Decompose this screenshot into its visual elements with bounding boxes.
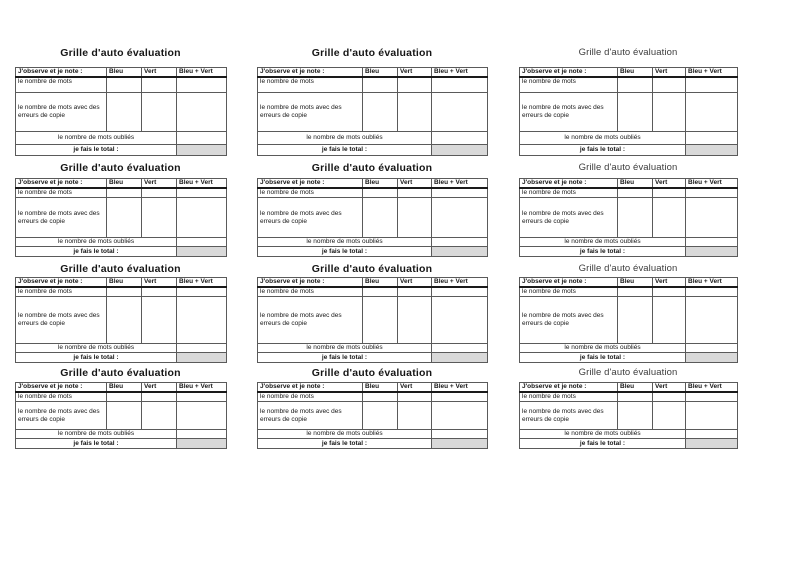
grid-title: Grille d'auto évaluation — [578, 263, 678, 274]
row-label-total: je fais le total : — [258, 439, 432, 449]
evaluation-grid-block — [257, 366, 487, 449]
total-result-cell — [432, 247, 488, 257]
evaluation-grid-block — [519, 161, 737, 257]
grid-title: Grille d'auto évaluation — [311, 263, 433, 275]
header-row — [520, 68, 738, 78]
score-cell-bleu-vert — [177, 188, 227, 198]
header-row — [258, 68, 488, 78]
row-label-nombre-de-mots: le nombre de mots — [16, 392, 107, 402]
score-cell-bleu — [363, 77, 398, 92]
evaluation-table — [519, 178, 738, 257]
row-erreurs-de-copie — [16, 402, 227, 430]
score-cell-vert — [653, 188, 686, 198]
header-bleu: Bleu — [107, 383, 142, 393]
row-nombre-de-mots — [258, 287, 488, 297]
score-cell-vert — [142, 198, 177, 238]
score-cell-bleu — [107, 287, 142, 297]
header-row — [16, 68, 227, 78]
row-label-erreurs-de-copie: le nombre de mots avec des erreurs de copie — [520, 198, 618, 238]
header-bleu-plus-vert: Bleu + Vert — [177, 68, 227, 78]
row-label-total: je fais le total : — [520, 353, 686, 363]
score-cell-vert — [398, 297, 432, 344]
row-label-mots-oublies: le nombre de mots oubliés — [520, 430, 686, 439]
header-observe-note: J'observe et je note : — [16, 179, 107, 189]
header-observe-note: J'observe et je note : — [520, 179, 618, 189]
header-vert: Vert — [653, 179, 686, 189]
header-bleu: Bleu — [107, 68, 142, 78]
evaluation-grid-block — [257, 161, 487, 257]
row-total — [258, 247, 488, 257]
evaluation-grid-block — [15, 161, 226, 257]
grid-title: Grille d'auto évaluation — [60, 47, 181, 59]
row-erreurs-de-copie — [520, 297, 738, 344]
row-label-erreurs-de-copie: le nombre de mots avec des erreurs de copie — [16, 198, 107, 238]
evaluation-grid-block — [519, 262, 737, 363]
header-observe-note: J'observe et je note : — [258, 383, 363, 393]
header-row — [520, 179, 738, 189]
score-cell-bleu — [107, 77, 142, 92]
header-bleu-plus-vert: Bleu + Vert — [432, 278, 488, 288]
score-cell-bleu-vert — [177, 287, 227, 297]
score-cell-bleu — [107, 92, 142, 131]
header-observe-note: J'observe et je note : — [16, 68, 107, 78]
row-mots-oublies — [520, 430, 738, 439]
row-label-erreurs-de-copie: le nombre de mots avec des erreurs de copie — [16, 297, 107, 344]
score-cell-bleu-vert — [432, 198, 488, 238]
row-label-nombre-de-mots: le nombre de mots — [16, 188, 107, 198]
score-cell-bleu — [107, 392, 142, 402]
row-label-nombre-de-mots: le nombre de mots — [520, 287, 618, 297]
score-cell-bleu-vert — [686, 77, 738, 92]
total-result-cell — [177, 439, 227, 449]
header-bleu-plus-vert: Bleu + Vert — [432, 68, 488, 78]
header-vert: Vert — [398, 278, 432, 288]
evaluation-table — [257, 67, 488, 156]
row-label-nombre-de-mots: le nombre de mots — [258, 287, 363, 297]
score-cell-oublies — [177, 344, 227, 353]
header-observe-note: J'observe et je note : — [258, 278, 363, 288]
score-cell-bleu-vert — [432, 402, 488, 430]
row-total — [520, 247, 738, 257]
score-cell-bleu — [618, 297, 653, 344]
score-cell-bleu-vert — [177, 198, 227, 238]
score-cell-vert — [653, 92, 686, 131]
header-bleu: Bleu — [363, 383, 398, 393]
score-cell-bleu-vert — [432, 297, 488, 344]
header-bleu-plus-vert: Bleu + Vert — [686, 179, 738, 189]
evaluation-table — [519, 382, 738, 449]
score-cell-bleu-vert — [432, 188, 488, 198]
row-mots-oublies — [16, 238, 227, 247]
header-vert: Vert — [398, 383, 432, 393]
score-cell-bleu — [618, 402, 653, 430]
row-mots-oublies — [520, 238, 738, 247]
score-cell-vert — [142, 392, 177, 402]
score-cell-bleu-vert — [686, 188, 738, 198]
row-total — [258, 439, 488, 449]
score-cell-bleu-vert — [177, 92, 227, 131]
score-cell-vert — [398, 402, 432, 430]
row-mots-oublies — [258, 131, 488, 144]
grid-title: Grille d'auto évaluation — [311, 47, 433, 59]
row-total — [16, 247, 227, 257]
row-label-erreurs-de-copie: le nombre de mots avec des erreurs de copie — [258, 402, 363, 430]
row-total — [258, 353, 488, 363]
evaluation-grid-block — [257, 262, 487, 363]
header-vert: Vert — [653, 68, 686, 78]
score-cell-vert — [653, 198, 686, 238]
row-erreurs-de-copie — [520, 402, 738, 430]
grid-title: Grille d'auto évaluation — [578, 367, 678, 378]
score-cell-vert — [398, 188, 432, 198]
score-cell-oublies — [432, 430, 488, 439]
evaluation-grid-block — [519, 46, 737, 156]
row-erreurs-de-copie — [16, 92, 227, 131]
evaluation-grid-block — [15, 46, 226, 156]
row-label-mots-oublies: le nombre de mots oubliés — [258, 238, 432, 247]
header-observe-note: J'observe et je note : — [258, 179, 363, 189]
row-label-erreurs-de-copie: le nombre de mots avec des erreurs de copie — [16, 92, 107, 131]
row-mots-oublies — [258, 430, 488, 439]
score-cell-vert — [653, 392, 686, 402]
header-bleu-plus-vert: Bleu + Vert — [177, 278, 227, 288]
evaluation-table — [15, 67, 227, 156]
header-bleu-plus-vert: Bleu + Vert — [177, 383, 227, 393]
header-observe-note: J'observe et je note : — [520, 278, 618, 288]
evaluation-table — [519, 277, 738, 363]
score-cell-bleu-vert — [432, 392, 488, 402]
score-cell-vert — [653, 297, 686, 344]
header-bleu-plus-vert: Bleu + Vert — [686, 68, 738, 78]
row-label-total: je fais le total : — [258, 144, 432, 155]
header-bleu: Bleu — [107, 278, 142, 288]
score-cell-oublies — [686, 430, 738, 439]
row-total — [520, 353, 738, 363]
header-bleu-plus-vert: Bleu + Vert — [177, 179, 227, 189]
header-row — [520, 278, 738, 288]
row-erreurs-de-copie — [16, 297, 227, 344]
header-vert: Vert — [142, 383, 177, 393]
evaluation-table — [257, 382, 488, 449]
score-cell-vert — [142, 287, 177, 297]
row-total — [16, 144, 227, 155]
header-row — [16, 278, 227, 288]
header-vert: Vert — [398, 179, 432, 189]
header-row — [258, 179, 488, 189]
score-cell-bleu-vert — [686, 92, 738, 131]
row-mots-oublies — [16, 131, 227, 144]
row-nombre-de-mots — [520, 188, 738, 198]
score-cell-bleu — [363, 188, 398, 198]
row-label-total: je fais le total : — [16, 247, 177, 257]
row-mots-oublies — [16, 344, 227, 353]
row-label-mots-oublies: le nombre de mots oubliés — [258, 430, 432, 439]
score-cell-bleu — [618, 92, 653, 131]
total-result-cell — [686, 353, 738, 363]
evaluation-grid-block — [257, 46, 487, 156]
score-cell-vert — [653, 287, 686, 297]
row-total — [520, 439, 738, 449]
grid-title: Grille d'auto évaluation — [311, 162, 433, 174]
row-nombre-de-mots — [520, 392, 738, 402]
row-mots-oublies — [258, 238, 488, 247]
score-cell-vert — [653, 77, 686, 92]
total-result-cell — [177, 247, 227, 257]
total-result-cell — [177, 144, 227, 155]
score-cell-bleu — [363, 297, 398, 344]
row-label-erreurs-de-copie: le nombre de mots avec des erreurs de copie — [258, 198, 363, 238]
score-cell-vert — [142, 188, 177, 198]
score-cell-bleu — [107, 402, 142, 430]
total-result-cell — [432, 439, 488, 449]
header-vert: Vert — [653, 278, 686, 288]
total-result-cell — [686, 144, 738, 155]
score-cell-vert — [653, 402, 686, 430]
score-cell-bleu — [363, 392, 398, 402]
header-row — [16, 383, 227, 393]
row-label-mots-oublies: le nombre de mots oubliés — [258, 344, 432, 353]
header-bleu: Bleu — [363, 179, 398, 189]
score-cell-vert — [398, 198, 432, 238]
header-bleu: Bleu — [363, 278, 398, 288]
score-cell-bleu-vert — [432, 92, 488, 131]
row-label-nombre-de-mots: le nombre de mots — [520, 188, 618, 198]
row-label-nombre-de-mots: le nombre de mots — [520, 77, 618, 92]
row-erreurs-de-copie — [16, 198, 227, 238]
score-cell-bleu — [107, 297, 142, 344]
row-total — [16, 353, 227, 363]
row-label-erreurs-de-copie: le nombre de mots avec des erreurs de copie — [520, 402, 618, 430]
grid-title: Grille d'auto évaluation — [578, 47, 678, 58]
row-label-erreurs-de-copie: le nombre de mots avec des erreurs de copie — [258, 92, 363, 131]
evaluation-grid-block — [15, 366, 226, 449]
evaluation-table — [257, 277, 488, 363]
row-label-erreurs-de-copie: le nombre de mots avec des erreurs de copie — [520, 297, 618, 344]
row-nombre-de-mots — [520, 287, 738, 297]
row-label-mots-oublies: le nombre de mots oubliés — [258, 131, 432, 144]
total-result-cell — [686, 247, 738, 257]
total-result-cell — [432, 144, 488, 155]
score-cell-bleu-vert — [177, 392, 227, 402]
total-result-cell — [432, 353, 488, 363]
score-cell-bleu-vert — [686, 297, 738, 344]
row-label-erreurs-de-copie: le nombre de mots avec des erreurs de copie — [520, 92, 618, 131]
row-label-total: je fais le total : — [16, 439, 177, 449]
score-cell-oublies — [686, 238, 738, 247]
header-bleu-plus-vert: Bleu + Vert — [432, 179, 488, 189]
header-row — [16, 179, 227, 189]
row-erreurs-de-copie — [258, 92, 488, 131]
row-nombre-de-mots — [258, 77, 488, 92]
grid-title: Grille d'auto évaluation — [60, 367, 181, 379]
header-vert: Vert — [142, 278, 177, 288]
row-nombre-de-mots — [258, 392, 488, 402]
header-row — [258, 383, 488, 393]
score-cell-oublies — [686, 344, 738, 353]
total-result-cell — [686, 439, 738, 449]
row-label-total: je fais le total : — [16, 353, 177, 363]
grid-title: Grille d'auto évaluation — [311, 367, 433, 379]
header-bleu-plus-vert: Bleu + Vert — [686, 383, 738, 393]
evaluation-table — [15, 382, 227, 449]
score-cell-oublies — [177, 238, 227, 247]
header-bleu: Bleu — [618, 179, 653, 189]
header-bleu: Bleu — [363, 68, 398, 78]
score-cell-bleu-vert — [177, 77, 227, 92]
score-cell-bleu-vert — [686, 198, 738, 238]
score-cell-bleu — [618, 287, 653, 297]
row-nombre-de-mots — [16, 188, 227, 198]
score-cell-bleu-vert — [177, 402, 227, 430]
score-cell-vert — [142, 402, 177, 430]
header-bleu: Bleu — [618, 383, 653, 393]
score-cell-bleu-vert — [686, 402, 738, 430]
evaluation-grid-block — [15, 262, 226, 363]
row-label-total: je fais le total : — [258, 247, 432, 257]
header-bleu-plus-vert: Bleu + Vert — [686, 278, 738, 288]
row-mots-oublies — [520, 131, 738, 144]
row-label-nombre-de-mots: le nombre de mots — [520, 392, 618, 402]
row-erreurs-de-copie — [520, 198, 738, 238]
header-observe-note: J'observe et je note : — [520, 68, 618, 78]
row-label-mots-oublies: le nombre de mots oubliés — [16, 344, 177, 353]
row-label-nombre-de-mots: le nombre de mots — [258, 188, 363, 198]
score-cell-bleu — [618, 392, 653, 402]
row-nombre-de-mots — [16, 287, 227, 297]
row-label-nombre-de-mots: le nombre de mots — [16, 77, 107, 92]
evaluation-grid-block — [519, 366, 737, 449]
header-bleu: Bleu — [107, 179, 142, 189]
header-vert: Vert — [398, 68, 432, 78]
grid-title: Grille d'auto évaluation — [60, 162, 181, 174]
row-label-mots-oublies: le nombre de mots oubliés — [520, 131, 686, 144]
evaluation-table — [519, 67, 738, 156]
score-cell-vert — [142, 92, 177, 131]
header-observe-note: J'observe et je note : — [16, 278, 107, 288]
row-erreurs-de-copie — [258, 297, 488, 344]
score-cell-bleu — [618, 198, 653, 238]
row-label-mots-oublies: le nombre de mots oubliés — [520, 344, 686, 353]
score-cell-oublies — [686, 131, 738, 144]
score-cell-bleu-vert — [432, 287, 488, 297]
score-cell-oublies — [177, 131, 227, 144]
score-cell-bleu — [107, 198, 142, 238]
row-label-nombre-de-mots: le nombre de mots — [258, 77, 363, 92]
row-label-total: je fais le total : — [258, 353, 432, 363]
header-vert: Vert — [142, 68, 177, 78]
row-label-mots-oublies: le nombre de mots oubliés — [16, 430, 177, 439]
score-cell-bleu — [107, 188, 142, 198]
score-cell-vert — [398, 92, 432, 131]
header-bleu: Bleu — [618, 278, 653, 288]
score-cell-vert — [398, 287, 432, 297]
score-cell-oublies — [177, 430, 227, 439]
grid-title: Grille d'auto évaluation — [578, 162, 678, 173]
row-label-total: je fais le total : — [520, 144, 686, 155]
evaluation-table — [257, 178, 488, 257]
row-label-total: je fais le total : — [16, 144, 177, 155]
score-cell-bleu-vert — [177, 297, 227, 344]
score-cell-oublies — [432, 131, 488, 144]
score-cell-oublies — [432, 344, 488, 353]
score-cell-oublies — [432, 238, 488, 247]
row-mots-oublies — [520, 344, 738, 353]
header-bleu: Bleu — [618, 68, 653, 78]
row-label-erreurs-de-copie: le nombre de mots avec des erreurs de copie — [258, 297, 363, 344]
header-observe-note: J'observe et je note : — [520, 383, 618, 393]
score-cell-bleu-vert — [686, 392, 738, 402]
row-label-erreurs-de-copie: le nombre de mots avec des erreurs de copie — [16, 402, 107, 430]
score-cell-bleu — [363, 402, 398, 430]
row-label-mots-oublies: le nombre de mots oubliés — [16, 131, 177, 144]
row-label-total: je fais le total : — [520, 439, 686, 449]
row-label-nombre-de-mots: le nombre de mots — [258, 392, 363, 402]
row-nombre-de-mots — [16, 392, 227, 402]
row-label-mots-oublies: le nombre de mots oubliés — [520, 238, 686, 247]
row-mots-oublies — [258, 344, 488, 353]
row-erreurs-de-copie — [258, 198, 488, 238]
header-vert: Vert — [653, 383, 686, 393]
score-cell-vert — [398, 392, 432, 402]
evaluation-table — [15, 277, 227, 363]
row-total — [16, 439, 227, 449]
row-total — [258, 144, 488, 155]
row-label-total: je fais le total : — [520, 247, 686, 257]
header-row — [258, 278, 488, 288]
score-cell-vert — [398, 77, 432, 92]
grid-title: Grille d'auto évaluation — [60, 263, 181, 275]
row-nombre-de-mots — [16, 77, 227, 92]
score-cell-bleu — [363, 287, 398, 297]
total-result-cell — [177, 353, 227, 363]
score-cell-bleu-vert — [432, 77, 488, 92]
row-label-nombre-de-mots: le nombre de mots — [16, 287, 107, 297]
row-nombre-de-mots — [520, 77, 738, 92]
row-total — [520, 144, 738, 155]
header-row — [520, 383, 738, 393]
score-cell-bleu-vert — [686, 287, 738, 297]
row-erreurs-de-copie — [258, 402, 488, 430]
score-cell-vert — [142, 77, 177, 92]
score-cell-bleu — [363, 198, 398, 238]
row-erreurs-de-copie — [520, 92, 738, 131]
row-label-mots-oublies: le nombre de mots oubliés — [16, 238, 177, 247]
header-observe-note: J'observe et je note : — [258, 68, 363, 78]
header-bleu-plus-vert: Bleu + Vert — [432, 383, 488, 393]
header-observe-note: J'observe et je note : — [16, 383, 107, 393]
score-cell-bleu — [618, 188, 653, 198]
score-cell-vert — [142, 297, 177, 344]
score-cell-bleu — [363, 92, 398, 131]
row-nombre-de-mots — [258, 188, 488, 198]
score-cell-bleu — [618, 77, 653, 92]
row-mots-oublies — [16, 430, 227, 439]
header-vert: Vert — [142, 179, 177, 189]
evaluation-table — [15, 178, 227, 257]
